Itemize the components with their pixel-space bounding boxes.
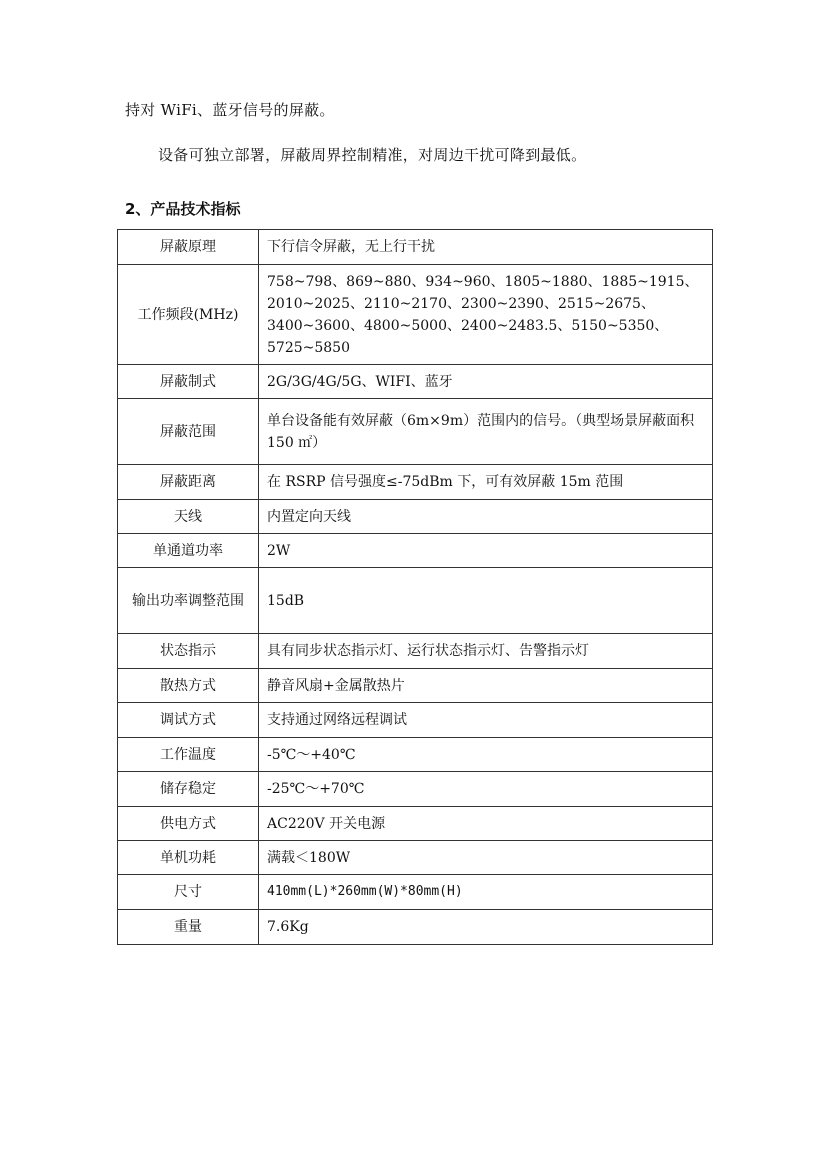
spec-value: 410mm(L)*260mm(W)*80mm(H) — [259, 875, 713, 910]
spec-label: 屏蔽原理 — [118, 230, 259, 265]
spec-value: 7.6Kg — [259, 910, 713, 945]
table-row — [118, 465, 713, 500]
spec-value: 758~798、869~880、934~960、1805~1880、1885~1915、2010~2025、2110~2170、2300~2390、2515~2675、3400~3600、4800~5000、2400~2483.5、5150~5350、5725~5850 — [259, 265, 713, 365]
spec-value: 支持通过网络远程调试 — [259, 703, 713, 738]
table-row — [118, 534, 713, 568]
spec-value: -5℃～+40℃ — [259, 738, 713, 772]
table-row — [118, 703, 713, 738]
spec-label: 调试方式 — [118, 703, 259, 738]
spec-label: 单通道功率 — [118, 534, 259, 568]
spec-label: 屏蔽范围 — [118, 399, 259, 465]
spec-value: 满载＜180W — [259, 841, 713, 875]
table-row — [118, 265, 713, 365]
spec-label: 状态指示 — [118, 634, 259, 669]
spec-value: 在 RSRP 信号强度≤-75dBm 下，可有效屏蔽 15m 范围 — [259, 465, 713, 500]
spec-label: 尺寸 — [118, 875, 259, 910]
intro-line-1: 持对 WiFi、蓝牙信号的屏蔽。 — [125, 101, 335, 119]
table-row — [118, 399, 713, 465]
spec-label: 屏蔽制式 — [118, 365, 259, 399]
spec-table — [117, 229, 713, 945]
spec-label: 单机功耗 — [118, 841, 259, 875]
spec-value: 下行信令屏蔽，无上行干扰 — [259, 230, 713, 265]
table-row — [118, 738, 713, 772]
spec-value: 2G/3G/4G/5G、WIFI、蓝牙 — [259, 365, 713, 399]
table-row — [118, 841, 713, 875]
intro-line-2: 设备可独立部署，屏蔽周界控制精准，对周边干扰可降到最低。 — [158, 146, 587, 164]
table-row — [118, 365, 713, 399]
table-row — [118, 807, 713, 841]
table-row — [118, 568, 713, 634]
section-heading: 2、产品技术指标 — [125, 200, 241, 218]
spec-value: AC220V 开关电源 — [259, 807, 713, 841]
table-row — [118, 875, 713, 910]
spec-value: -25℃～+70℃ — [259, 772, 713, 807]
table-row — [118, 500, 713, 534]
spec-label: 天线 — [118, 500, 259, 534]
table-row — [118, 634, 713, 669]
spec-value: 2W — [259, 534, 713, 568]
spec-value: 内置定向天线 — [259, 500, 713, 534]
spec-label: 屏蔽距离 — [118, 465, 259, 500]
spec-value: 单台设备能有效屏蔽（6m×9m）范围内的信号。（典型场景屏蔽面积 150 ㎡） — [259, 399, 713, 465]
spec-label: 工作频段(MHz) — [118, 265, 259, 365]
table-row — [118, 910, 713, 945]
spec-value: 静音风扇+金属散热片 — [259, 669, 713, 703]
spec-label: 供电方式 — [118, 807, 259, 841]
table-row — [118, 230, 713, 265]
spec-label: 散热方式 — [118, 669, 259, 703]
spec-label: 储存稳定 — [118, 772, 259, 807]
table-row — [118, 669, 713, 703]
table-row — [118, 772, 713, 807]
spec-value: 15dB — [259, 568, 713, 634]
spec-label: 重量 — [118, 910, 259, 945]
spec-label: 输出功率调整范围 — [118, 568, 259, 634]
spec-value: 具有同步状态指示灯、运行状态指示灯、告警指示灯 — [259, 634, 713, 669]
spec-label: 工作温度 — [118, 738, 259, 772]
